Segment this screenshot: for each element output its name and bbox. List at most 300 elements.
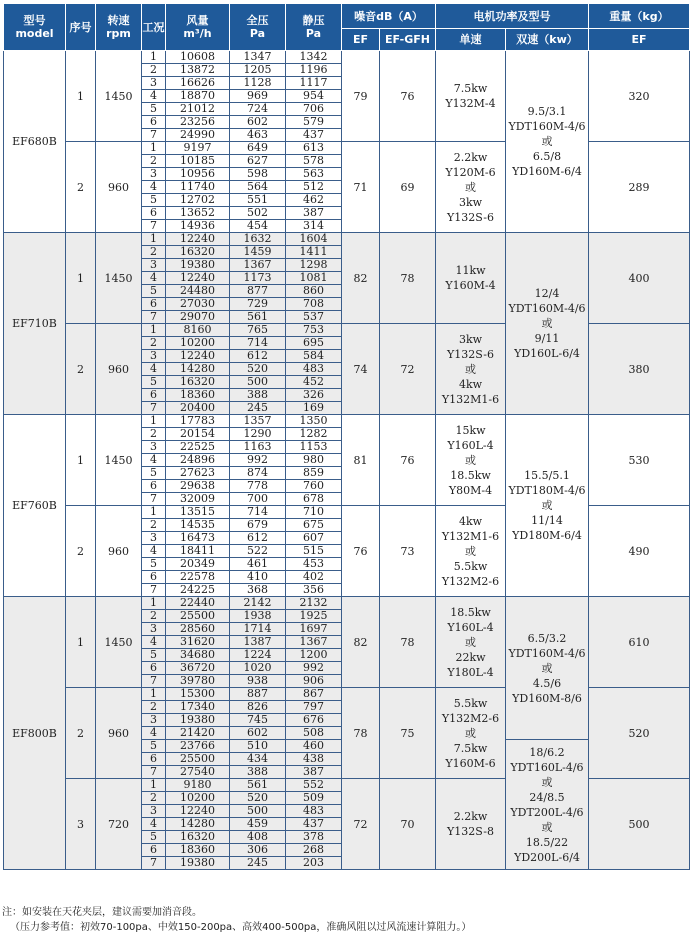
static-pressure-value: 1604 — [286, 233, 342, 246]
mode-index: 7 — [142, 675, 166, 688]
flow-value: 21012 — [166, 103, 230, 116]
table-row — [4, 233, 690, 246]
static-pressure-value: 675 — [286, 519, 342, 532]
weight-value: 380 — [589, 324, 690, 415]
table-row — [4, 415, 690, 428]
flow-value: 16320 — [166, 831, 230, 844]
total-pressure-value: 778 — [230, 480, 286, 493]
total-pressure-value: 729 — [230, 298, 286, 311]
total-pressure-value: 522 — [230, 545, 286, 558]
static-pressure-value: 438 — [286, 753, 342, 766]
static-pressure-value: 387 — [286, 207, 342, 220]
noise-ef: 81 — [342, 415, 380, 506]
mode-index: 6 — [142, 116, 166, 129]
total-pressure-value: 500 — [230, 805, 286, 818]
flow-value: 19380 — [166, 857, 230, 870]
mode-index: 4 — [142, 181, 166, 194]
mode-index: 2 — [142, 519, 166, 532]
mode-index: 2 — [142, 610, 166, 623]
flow-value: 24896 — [166, 454, 230, 467]
col-noise: 噪音dB（A） — [342, 4, 436, 29]
table-body — [4, 51, 690, 870]
mode-index: 1 — [142, 597, 166, 610]
single-speed-motor: 3kw Y132S-6 或 4kw Y132M1-6 — [436, 324, 506, 415]
weight-value: 400 — [589, 233, 690, 324]
static-pressure-value: 515 — [286, 545, 342, 558]
static-pressure-value: 452 — [286, 376, 342, 389]
mode-index: 7 — [142, 220, 166, 233]
mode-index: 1 — [142, 415, 166, 428]
weight-value: 520 — [589, 688, 690, 779]
static-pressure-value: 695 — [286, 337, 342, 350]
single-speed-motor: 2.2kw Y132S-8 — [436, 779, 506, 870]
total-pressure-value: 1714 — [230, 623, 286, 636]
flow-value: 24990 — [166, 129, 230, 142]
static-pressure-value: 860 — [286, 285, 342, 298]
mode-index: 4 — [142, 454, 166, 467]
group-seq: 2 — [66, 142, 96, 233]
static-pressure-value: 760 — [286, 480, 342, 493]
mode-index: 3 — [142, 623, 166, 636]
flow-value: 12240 — [166, 233, 230, 246]
static-pressure-value: 1200 — [286, 649, 342, 662]
flow-value: 24480 — [166, 285, 230, 298]
total-pressure-value: 992 — [230, 454, 286, 467]
mode-index: 7 — [142, 129, 166, 142]
col-model: 型号 model — [4, 4, 66, 51]
static-pressure-value: 509 — [286, 792, 342, 805]
noise-efgfh: 73 — [380, 506, 436, 597]
weight-value: 530 — [589, 415, 690, 506]
static-pressure-value: 980 — [286, 454, 342, 467]
total-pressure-value: 877 — [230, 285, 286, 298]
flow-value: 14280 — [166, 818, 230, 831]
total-pressure-value: 938 — [230, 675, 286, 688]
total-pressure-value: 520 — [230, 363, 286, 376]
mode-index: 3 — [142, 714, 166, 727]
col-motor: 电机功率及型号 — [436, 4, 589, 29]
flow-value: 34680 — [166, 649, 230, 662]
static-pressure-value: 578 — [286, 155, 342, 168]
weight-value: 320 — [589, 51, 690, 142]
total-pressure-value: 826 — [230, 701, 286, 714]
mode-index: 2 — [142, 64, 166, 77]
flow-value: 25500 — [166, 753, 230, 766]
static-pressure-value: 797 — [286, 701, 342, 714]
mode-index: 7 — [142, 766, 166, 779]
mode-index: 5 — [142, 649, 166, 662]
flow-value: 13872 — [166, 64, 230, 77]
static-pressure-value: 2132 — [286, 597, 342, 610]
group-seq: 3 — [66, 779, 96, 870]
static-pressure-value: 678 — [286, 493, 342, 506]
flow-value: 12240 — [166, 272, 230, 285]
noise-ef: 82 — [342, 597, 380, 688]
flow-value: 27540 — [166, 766, 230, 779]
static-pressure-value: 378 — [286, 831, 342, 844]
flow-value: 22440 — [166, 597, 230, 610]
static-pressure-value: 1081 — [286, 272, 342, 285]
total-pressure-value: 561 — [230, 311, 286, 324]
flow-value: 27623 — [166, 467, 230, 480]
flow-value: 27030 — [166, 298, 230, 311]
flow-value: 13652 — [166, 207, 230, 220]
mode-index: 7 — [142, 311, 166, 324]
static-pressure-value: 1411 — [286, 246, 342, 259]
group-rpm: 960 — [96, 688, 142, 779]
mode-index: 6 — [142, 207, 166, 220]
total-pressure-value: 454 — [230, 220, 286, 233]
mode-index: 1 — [142, 233, 166, 246]
flow-value: 10956 — [166, 168, 230, 181]
mode-index: 5 — [142, 831, 166, 844]
flow-value: 22578 — [166, 571, 230, 584]
noise-efgfh: 70 — [380, 779, 436, 870]
flow-value: 31620 — [166, 636, 230, 649]
total-pressure-value: 306 — [230, 844, 286, 857]
flow-value: 36720 — [166, 662, 230, 675]
total-pressure-value: 679 — [230, 519, 286, 532]
static-pressure-value: 579 — [286, 116, 342, 129]
col-speed: 转速 rpm — [96, 4, 142, 51]
model-name: EF710B — [4, 233, 66, 415]
total-pressure-value: 874 — [230, 467, 286, 480]
total-pressure-value: 245 — [230, 857, 286, 870]
total-pressure-value: 388 — [230, 766, 286, 779]
mode-index: 6 — [142, 571, 166, 584]
static-pressure-value: 1153 — [286, 441, 342, 454]
mode-index: 1 — [142, 51, 166, 64]
single-speed-motor: 18.5kw Y160L-4 或 22kw Y180L-4 — [436, 597, 506, 688]
mode-index: 3 — [142, 168, 166, 181]
static-pressure-value: 1298 — [286, 259, 342, 272]
dual-speed-motor: 12/4 YDT160M-4/6 或 9/11 YD160L-6/4 — [506, 233, 589, 415]
total-pressure-value: 461 — [230, 558, 286, 571]
flow-value: 32009 — [166, 493, 230, 506]
mode-index: 3 — [142, 259, 166, 272]
col-motor-dual: 双速（kw） — [506, 29, 589, 51]
mode-index: 4 — [142, 90, 166, 103]
total-pressure-value: 714 — [230, 506, 286, 519]
group-rpm: 960 — [96, 506, 142, 597]
flow-value: 14936 — [166, 220, 230, 233]
static-pressure-value: 508 — [286, 727, 342, 740]
static-pressure-value: 607 — [286, 532, 342, 545]
flow-value: 23256 — [166, 116, 230, 129]
static-pressure-value: 453 — [286, 558, 342, 571]
mode-index: 2 — [142, 155, 166, 168]
group-seq: 2 — [66, 688, 96, 779]
total-pressure-value: 887 — [230, 688, 286, 701]
static-pressure-value: 708 — [286, 298, 342, 311]
total-pressure-value: 388 — [230, 389, 286, 402]
total-pressure-value: 598 — [230, 168, 286, 181]
static-pressure-value: 1282 — [286, 428, 342, 441]
note-line-1: 注：如安装在天花夹层，建议需要加消音段。 — [2, 907, 202, 918]
flow-value: 28560 — [166, 623, 230, 636]
dual-speed-motor: 9.5/3.1 YDT160M-4/6 或 6.5/8 YD160M-6/4 — [506, 51, 589, 233]
group-seq: 1 — [66, 51, 96, 142]
mode-index: 5 — [142, 376, 166, 389]
mode-index: 3 — [142, 350, 166, 363]
model-name: EF800B — [4, 597, 66, 870]
static-pressure-value: 169 — [286, 402, 342, 415]
group-seq: 2 — [66, 506, 96, 597]
total-pressure-value: 551 — [230, 194, 286, 207]
mode-index: 5 — [142, 103, 166, 116]
noise-efgfh: 72 — [380, 324, 436, 415]
static-pressure-value: 584 — [286, 350, 342, 363]
single-speed-motor: 4kw Y132M1-6 或 5.5kw Y132M2-6 — [436, 506, 506, 597]
static-pressure-value: 437 — [286, 129, 342, 142]
total-pressure-value: 714 — [230, 337, 286, 350]
mode-index: 7 — [142, 402, 166, 415]
static-pressure-value: 387 — [286, 766, 342, 779]
mode-index: 7 — [142, 857, 166, 870]
single-speed-motor: 2.2kw Y120M-6 或 3kw Y132S-6 — [436, 142, 506, 233]
noise-ef: 76 — [342, 506, 380, 597]
total-pressure-value: 502 — [230, 207, 286, 220]
noise-ef: 71 — [342, 142, 380, 233]
static-pressure-value: 437 — [286, 818, 342, 831]
total-pressure-value: 510 — [230, 740, 286, 753]
col-flow: 风量 m³/h — [166, 4, 230, 51]
mode-index: 1 — [142, 779, 166, 792]
noise-ef: 82 — [342, 233, 380, 324]
total-pressure-value: 1459 — [230, 246, 286, 259]
static-pressure-value: 460 — [286, 740, 342, 753]
mode-index: 4 — [142, 272, 166, 285]
total-pressure-value: 969 — [230, 90, 286, 103]
noise-ef: 79 — [342, 51, 380, 142]
total-pressure-value: 368 — [230, 584, 286, 597]
static-pressure-value: 1697 — [286, 623, 342, 636]
group-rpm: 1450 — [96, 597, 142, 688]
mode-index: 6 — [142, 844, 166, 857]
group-rpm: 720 — [96, 779, 142, 870]
noise-efgfh: 76 — [380, 51, 436, 142]
mode-index: 4 — [142, 727, 166, 740]
total-pressure-value: 1224 — [230, 649, 286, 662]
group-rpm: 960 — [96, 142, 142, 233]
noise-efgfh: 69 — [380, 142, 436, 233]
total-pressure-value: 410 — [230, 571, 286, 584]
col-weight-ef: EF — [589, 29, 690, 51]
flow-value: 8160 — [166, 324, 230, 337]
flow-value: 14535 — [166, 519, 230, 532]
static-pressure-value: 563 — [286, 168, 342, 181]
noise-efgfh: 75 — [380, 688, 436, 779]
flow-value: 18411 — [166, 545, 230, 558]
static-pressure-value: 1925 — [286, 610, 342, 623]
static-pressure-value: 1117 — [286, 77, 342, 90]
total-pressure-value: 1357 — [230, 415, 286, 428]
fan-spec-table — [3, 3, 690, 870]
static-pressure-value: 954 — [286, 90, 342, 103]
dual-speed-motor-lower: 18/6.2 YDT160L-4/6 或 24/8.5 YDT200L-4/6 或 18.5/22 YD200L-6/4 — [506, 740, 589, 870]
flow-value: 10200 — [166, 792, 230, 805]
total-pressure-value: 1128 — [230, 77, 286, 90]
mode-index: 2 — [142, 337, 166, 350]
flow-value: 11740 — [166, 181, 230, 194]
total-pressure-value: 564 — [230, 181, 286, 194]
mode-index: 6 — [142, 389, 166, 402]
mode-index: 5 — [142, 558, 166, 571]
total-pressure-value: 1938 — [230, 610, 286, 623]
flow-value: 10608 — [166, 51, 230, 64]
static-pressure-value: 753 — [286, 324, 342, 337]
mode-index: 4 — [142, 636, 166, 649]
flow-value: 18360 — [166, 844, 230, 857]
static-pressure-value: 268 — [286, 844, 342, 857]
col-mode: 工况 — [142, 4, 166, 51]
noise-ef: 74 — [342, 324, 380, 415]
dual-speed-motor: 6.5/3.2 YDT160M-4/6 或 4.5/6 YD160M-8/6 — [506, 597, 589, 740]
col-weight: 重量（kg） — [589, 4, 690, 29]
mode-index: 3 — [142, 441, 166, 454]
flow-value: 25500 — [166, 610, 230, 623]
static-pressure-value: 710 — [286, 506, 342, 519]
static-pressure-value: 314 — [286, 220, 342, 233]
group-seq: 1 — [66, 597, 96, 688]
flow-value: 16320 — [166, 376, 230, 389]
total-pressure-value: 245 — [230, 402, 286, 415]
dual-speed-motor: 15.5/5.1 YDT180M-4/6 或 11/14 YD180M-6/4 — [506, 415, 589, 597]
flow-value: 20400 — [166, 402, 230, 415]
mode-index: 6 — [142, 753, 166, 766]
flow-value: 17340 — [166, 701, 230, 714]
total-pressure-value: 700 — [230, 493, 286, 506]
static-pressure-value: 1367 — [286, 636, 342, 649]
model-name: EF680B — [4, 51, 66, 233]
static-pressure-value: 1350 — [286, 415, 342, 428]
flow-value: 12240 — [166, 350, 230, 363]
model-name: EF760B — [4, 415, 66, 597]
total-pressure-value: 459 — [230, 818, 286, 831]
single-speed-motor: 11kw Y160M-4 — [436, 233, 506, 324]
col-seq: 序号 — [66, 4, 96, 51]
mode-index: 5 — [142, 740, 166, 753]
weight-value: 490 — [589, 506, 690, 597]
flow-value: 9180 — [166, 779, 230, 792]
static-pressure-value: 676 — [286, 714, 342, 727]
flow-value: 29070 — [166, 311, 230, 324]
total-pressure-value: 561 — [230, 779, 286, 792]
static-pressure-value: 512 — [286, 181, 342, 194]
static-pressure-value: 537 — [286, 311, 342, 324]
flow-value: 12702 — [166, 194, 230, 207]
total-pressure-value: 724 — [230, 103, 286, 116]
total-pressure-value: 1347 — [230, 51, 286, 64]
weight-value: 610 — [589, 597, 690, 688]
static-pressure-value: 613 — [286, 142, 342, 155]
total-pressure-value: 1387 — [230, 636, 286, 649]
total-pressure-value: 1632 — [230, 233, 286, 246]
mode-index: 3 — [142, 805, 166, 818]
flow-value: 23766 — [166, 740, 230, 753]
col-noise-ef: EF — [342, 29, 380, 51]
static-pressure-value: 402 — [286, 571, 342, 584]
flow-value: 19380 — [166, 714, 230, 727]
mode-index: 7 — [142, 493, 166, 506]
note-line-2: （压力参考值：初效70-100pa、中效150-200pa、高效400-500pa，准确风阻以过风流速计算阻力。） — [10, 922, 472, 933]
flow-value: 21420 — [166, 727, 230, 740]
total-pressure-value: 520 — [230, 792, 286, 805]
group-rpm: 1450 — [96, 415, 142, 506]
static-pressure-value: 906 — [286, 675, 342, 688]
mode-index: 3 — [142, 77, 166, 90]
total-pressure-value: 1173 — [230, 272, 286, 285]
total-pressure-value: 500 — [230, 376, 286, 389]
static-pressure-value: 483 — [286, 363, 342, 376]
group-seq: 1 — [66, 233, 96, 324]
group-rpm: 1450 — [96, 51, 142, 142]
noise-efgfh: 76 — [380, 415, 436, 506]
flow-value: 16626 — [166, 77, 230, 90]
group-rpm: 1450 — [96, 233, 142, 324]
flow-value: 20154 — [166, 428, 230, 441]
total-pressure-value: 627 — [230, 155, 286, 168]
total-pressure-value: 1205 — [230, 64, 286, 77]
flow-value: 10200 — [166, 337, 230, 350]
static-pressure-value: 552 — [286, 779, 342, 792]
mode-index: 2 — [142, 701, 166, 714]
mode-index: 4 — [142, 545, 166, 558]
mode-index: 1 — [142, 688, 166, 701]
total-pressure-value: 1163 — [230, 441, 286, 454]
col-motor-single: 单速 — [436, 29, 506, 51]
col-noise-efgfh: EF-GFH — [380, 29, 436, 51]
flow-value: 19380 — [166, 259, 230, 272]
total-pressure-value: 612 — [230, 350, 286, 363]
mode-index: 7 — [142, 584, 166, 597]
mode-index: 3 — [142, 532, 166, 545]
mode-index: 5 — [142, 194, 166, 207]
col-total-pressure: 全压 Pa — [230, 4, 286, 51]
static-pressure-value: 859 — [286, 467, 342, 480]
weight-value: 289 — [589, 142, 690, 233]
group-seq: 1 — [66, 415, 96, 506]
static-pressure-value: 1196 — [286, 64, 342, 77]
static-pressure-value: 356 — [286, 584, 342, 597]
static-pressure-value: 483 — [286, 805, 342, 818]
mode-index: 1 — [142, 506, 166, 519]
mode-index: 5 — [142, 285, 166, 298]
flow-value: 14280 — [166, 363, 230, 376]
static-pressure-value: 867 — [286, 688, 342, 701]
mode-index: 2 — [142, 428, 166, 441]
mode-index: 4 — [142, 363, 166, 376]
flow-value: 16320 — [166, 246, 230, 259]
total-pressure-value: 434 — [230, 753, 286, 766]
flow-value: 9197 — [166, 142, 230, 155]
total-pressure-value: 1367 — [230, 259, 286, 272]
flow-value: 12240 — [166, 805, 230, 818]
noise-efgfh: 78 — [380, 597, 436, 688]
static-pressure-value: 706 — [286, 103, 342, 116]
total-pressure-value: 649 — [230, 142, 286, 155]
flow-value: 16473 — [166, 532, 230, 545]
total-pressure-value: 602 — [230, 116, 286, 129]
flow-value: 17783 — [166, 415, 230, 428]
mode-index: 5 — [142, 467, 166, 480]
flow-value: 24225 — [166, 584, 230, 597]
flow-value: 10185 — [166, 155, 230, 168]
flow-value: 22525 — [166, 441, 230, 454]
total-pressure-value: 2142 — [230, 597, 286, 610]
static-pressure-value: 326 — [286, 389, 342, 402]
total-pressure-value: 602 — [230, 727, 286, 740]
